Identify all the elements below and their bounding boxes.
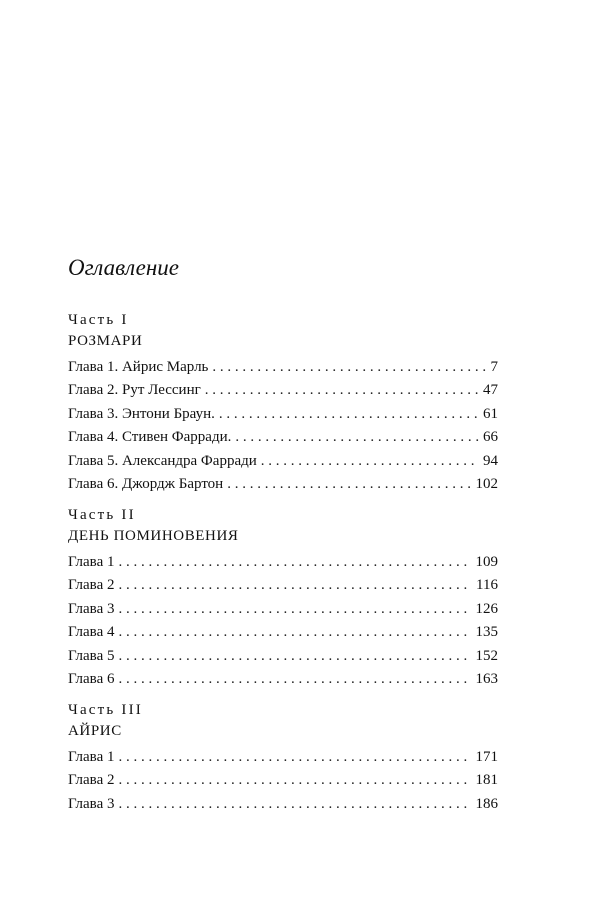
toc-entry[interactable] [68,668,498,691]
toc-entry[interactable] [68,574,498,597]
page-number: 171 [475,749,498,765]
chapter-title: Глава 1 [68,554,115,570]
toc-entry[interactable] [68,379,498,402]
page-number: 47 [483,382,498,399]
page-number: 152 [475,647,498,664]
page-number: 163 [475,670,498,687]
chapter-title: Глава 1. Айрис Марль [68,359,209,375]
dot-leader [118,668,471,691]
dot-leader [118,769,471,792]
part-name: АЙРИС [68,723,122,739]
chapter-title: Глава 5. Александра Фарради [68,452,257,469]
dot-leader [212,356,486,379]
chapter-title: Глава 3 [68,600,115,617]
page-number: 126 [475,600,498,617]
chapter-list [68,356,498,496]
toc-entry[interactable] [68,450,498,473]
part-label: Часть II [68,507,136,523]
part-1 [68,310,498,496]
dot-leader [227,473,471,496]
page-number: 7 [490,359,498,375]
part-label: Часть I [68,312,129,328]
toc-entry[interactable] [68,645,498,668]
toc-entry[interactable] [68,551,498,574]
chapter-title: Глава 2 [68,577,115,594]
page-number: 109 [475,554,498,570]
page-number: 181 [475,772,498,789]
part-3 [68,700,498,816]
page-number: 186 [475,795,498,812]
chapter-title: Глава 3 [68,795,115,812]
dot-leader [219,403,479,426]
toc-entry[interactable] [68,793,498,816]
dot-leader [235,426,479,449]
dot-leader [118,598,471,621]
chapter-title: Глава 1 [68,749,115,765]
part-name: РОЗМАРИ [68,333,143,349]
part-name: ДЕНЬ ПОМИНОВЕНИЯ [68,528,239,544]
dot-leader [118,645,471,668]
page-number: 135 [475,624,498,641]
chapter-title: Глава 6. Джордж Бартон [68,475,224,492]
toc-entry[interactable] [68,746,498,769]
dot-leader [118,574,472,597]
page-number: 102 [475,475,498,492]
toc-entry[interactable] [68,598,498,621]
dot-leader [118,621,471,644]
dot-leader [118,793,471,816]
part-label: Часть III [68,702,143,718]
dot-leader [205,379,479,402]
chapter-title: Глава 6 [68,670,115,687]
chapter-list [68,551,498,691]
toc-entry[interactable] [68,426,498,449]
dot-leader [118,551,471,574]
toc-title: Оглавление [68,255,180,280]
chapter-title: Глава 3. Энтони Браун. [68,405,215,422]
toc-entry[interactable] [68,473,498,496]
page-number: 61 [483,405,498,422]
page-number: 66 [483,429,498,446]
chapter-title: Глава 2. Рут Лессинг [68,382,201,399]
toc-entry[interactable] [68,356,498,379]
toc-entry[interactable] [68,403,498,426]
dot-leader [118,746,471,769]
part-2 [68,505,498,691]
chapter-title: Глава 5 [68,647,115,664]
dot-leader [261,450,479,473]
chapter-title: Глава 4. Стивен Фарради. [68,429,232,446]
chapter-title: Глава 2 [68,772,115,789]
chapter-list [68,746,498,816]
page-number: 116 [476,577,498,594]
page-number: 94 [483,452,498,469]
toc-entry[interactable] [68,621,498,644]
chapter-title: Глава 4 [68,624,115,641]
toc-entry[interactable] [68,769,498,792]
